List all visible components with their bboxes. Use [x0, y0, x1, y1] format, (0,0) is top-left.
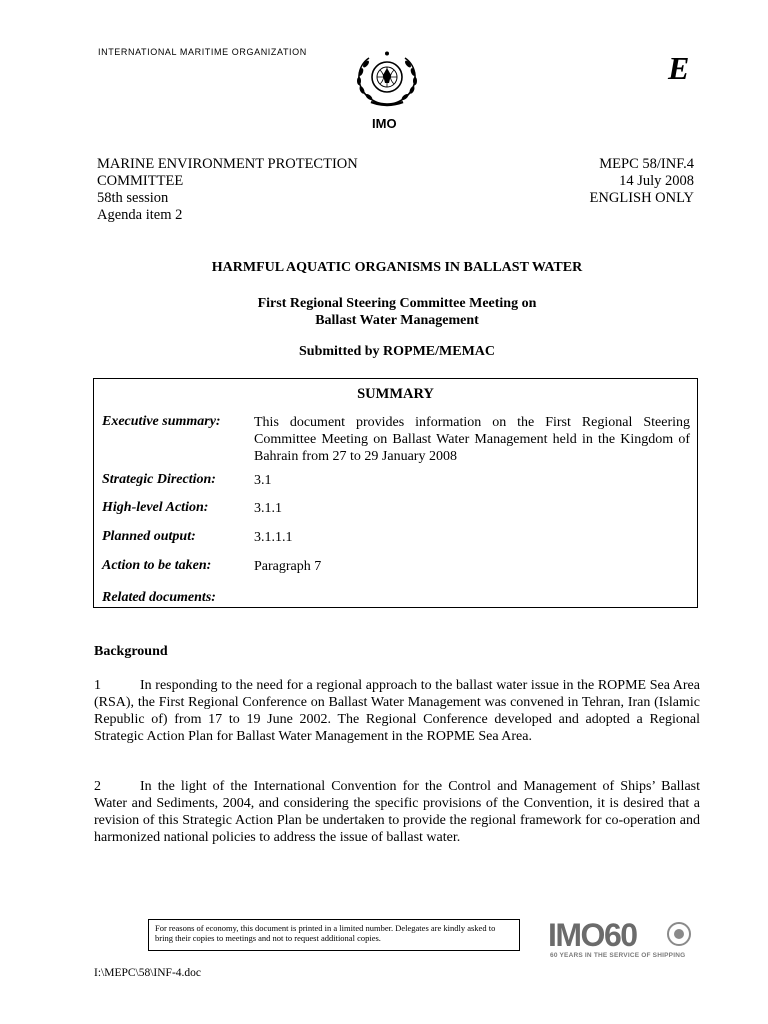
document-symbol: MEPC 58/INF.4: [599, 156, 694, 172]
summary-label-executive: Executive summary:: [102, 414, 221, 429]
file-reference: I:\MEPC\58\INF-4.doc: [94, 967, 202, 979]
paragraph-number: 1: [94, 678, 101, 693]
summary-value-strategic-direction: 3.1: [254, 473, 272, 488]
paragraph-number: 2: [94, 779, 101, 794]
paragraph: [94, 677, 700, 745]
agenda-item: Agenda item 2: [97, 207, 183, 223]
summary-value-planned-output: 3.1.1.1: [254, 530, 293, 545]
paragraph-text: In responding to the need for a regional approach to the ballast water issue in the ROPME Sea Area (RSA), the First Regional Conference on Ballast Water Management was convened in Tehran, Iran (Islamic Republic of) from 17 to 19 June 2002. The Regional Conference developed and adopted a Regional Strategic Action Plan for Ballast Water Management in the ROPME Sea Area.: [94, 678, 700, 744]
document-date: 14 July 2008: [619, 173, 694, 189]
summary-value-action: Paragraph 7: [254, 559, 322, 574]
summary-label-high-level-action: High-level Action:: [102, 500, 209, 515]
committee-block: [97, 156, 358, 224]
summary-label-planned-output: Planned output:: [102, 529, 196, 544]
summary-value-high-level-action: 3.1.1: [254, 501, 282, 516]
imo-logo-label: IMO: [372, 116, 397, 131]
organization-name: INTERNATIONAL MARITIME ORGANIZATION: [98, 47, 307, 57]
submitted-by: Submitted by ROPME/MEMAC: [299, 344, 495, 359]
document-title: HARMFUL AQUATIC ORGANISMS IN BALLAST WATER: [211, 260, 583, 275]
committee-line-2: COMMITTEE: [97, 173, 184, 189]
paragraph-text: In the light of the International Convention for the Control and Management of Ships’ Ballast Water and Sediments, 2004, and considering the specific provisions of the Convention, it is desired that a revision of this Strategic Action Plan be undertaken to provide the regional framework for co-operation and harmonized national policies to address the issue of ballast water.: [94, 779, 700, 845]
imo60-logo-text: IMO60: [548, 918, 637, 953]
document-info-block: [590, 156, 694, 207]
session: 58th session: [97, 190, 169, 206]
summary-label-strategic-direction: Strategic Direction:: [102, 472, 216, 487]
summary-value-executive: This document provides information on the First Regional Steering Committee Meeting on Ballast Water Management held in the Kingdom of Bahrain from 27 to 29 January 2008: [254, 415, 690, 464]
language-note: ENGLISH ONLY: [589, 190, 694, 206]
summary-label-related-documents: Related documents:: [102, 590, 216, 605]
imo-emblem-icon: [349, 50, 425, 110]
summary-heading: SUMMARY: [357, 386, 434, 402]
subtitle-line-1: First Regional Steering Committee Meeting on: [257, 296, 537, 311]
document-subtitle: [94, 295, 700, 329]
language-letter: E: [668, 50, 690, 86]
committee-line-1: MARINE ENVIRONMENT PROTECTION: [97, 156, 358, 172]
paragraph: [94, 778, 700, 846]
summary-label-action: Action to be taken:: [102, 558, 212, 573]
subtitle-line-2: Ballast Water Management: [315, 313, 479, 328]
economy-notice: For reasons of economy, this document is printed in a limited number. Delegates are kindly asked to bring their copies to meetings and not to request additional copies.: [148, 919, 520, 951]
imo60-tagline: 60 YEARS IN THE SERVICE OF SHIPPING: [550, 952, 686, 959]
section-heading: Background: [94, 644, 168, 659]
summary-box: [93, 378, 698, 608]
